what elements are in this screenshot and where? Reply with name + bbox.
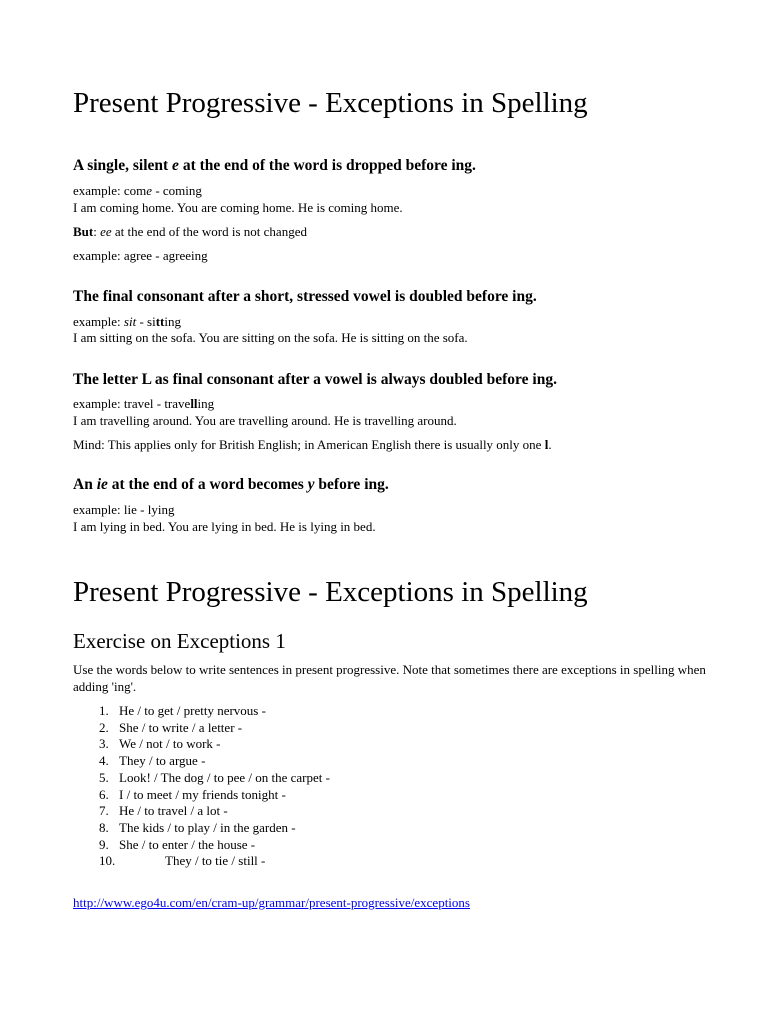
exercise-item <box>73 820 330 837</box>
exercise-item <box>73 803 330 820</box>
rule-1-text: A single, silent <box>73 157 173 174</box>
rule-3-heading: The letter L as final consonant after a vowel is always doubled before ing. <box>73 371 557 388</box>
exercise-item-text: They / to argue - <box>119 753 206 769</box>
rule-1-sentence: I am coming home. You are coming home. He is coming home. <box>73 200 403 215</box>
rule-4-sentence: I am lying in bed. You are lying in bed. He is lying in bed. <box>73 519 376 534</box>
example-text: example: <box>73 314 124 329</box>
exercise-item-number: 7. <box>99 803 109 819</box>
example-text: example: com <box>73 183 147 198</box>
exercise-item-number: 6. <box>99 786 109 802</box>
exercise-item <box>73 753 330 770</box>
rule-1-example <box>73 183 202 200</box>
example-text-end: ing <box>164 314 181 329</box>
exercise-item-text: The kids / to play / in the garden - <box>119 819 296 835</box>
rule-1-but-note <box>73 224 307 241</box>
but-colon: : <box>93 224 101 239</box>
exercise-item-number: 1. <box>99 703 109 718</box>
rule-4-text-mid: at the end of a word becomes <box>107 476 308 493</box>
exercise-item <box>73 703 330 720</box>
example-bold: tt <box>155 314 165 329</box>
exercise-item <box>73 853 330 870</box>
rule-4-heading <box>73 475 389 495</box>
mind-bold: l <box>544 437 549 452</box>
rule-2-heading: The final consonant after a short, stressed vowel is doubled before ing. <box>73 288 537 305</box>
exercise-item-text: They / to tie / still - <box>165 853 266 869</box>
exercise-item-text: She / to enter / the house - <box>119 836 256 852</box>
exercise-item-text: Look! / The dog / to pee / on the carpet - <box>119 769 330 785</box>
exercise-item-text: She / to write / a letter - <box>119 719 243 735</box>
but-text: at the end of the word is not changed <box>111 224 307 239</box>
exercise-heading: Exercise on Exceptions 1 <box>73 629 286 653</box>
source-link[interactable]: http://www.ego4u.com/en/cram-up/grammar/present-progressive/exceptions <box>73 895 470 910</box>
mind-text: Mind: This applies only for British English; in American English there is usually only one <box>73 437 545 452</box>
exercise-item-number: 9. <box>99 836 109 852</box>
rule-1-example-2: example: agree - agreeing <box>73 248 208 263</box>
rule-2-example <box>73 314 181 331</box>
exercise-instructions: Use the words below to write sentences in present progressive. Note that sometimes there are exceptions in spelling when adding 'ing'. <box>73 662 706 694</box>
rule-3-sentence: I am travelling around. You are travelling around. He is travelling around. <box>73 413 457 428</box>
rule-4-text-end: before ing. <box>314 476 389 493</box>
example-emphasis: e <box>146 183 153 198</box>
rule-1-text-end: at the end of the word is dropped before ing. <box>178 157 476 174</box>
exercise-item-text: I / to meet / my friends tonight - <box>119 786 286 802</box>
example-text-end: ing <box>197 396 215 411</box>
exercise-item <box>73 837 330 854</box>
rule-4-example: example: lie - lying <box>73 502 175 517</box>
example-emphasis: sit <box>123 314 137 329</box>
rule-4-text: An <box>73 476 97 493</box>
rule-4-emphasis-1: ie <box>96 476 108 493</box>
rule-1-heading <box>73 156 476 176</box>
example-text: example: travel - trave <box>73 396 191 411</box>
rule-2-sentence: I am sitting on the sofa. You are sitting on the sofa. He is sitting on the sofa. <box>73 330 468 345</box>
exercise-item-number: 10. <box>99 853 116 869</box>
exercise-item-text: He / to get / pretty nervous - <box>119 703 266 718</box>
exercise-item-number: 2. <box>99 719 109 735</box>
rule-3-mind-note <box>73 437 552 454</box>
exercise-item-number: 5. <box>99 769 109 785</box>
page-title: Present Progressive - Exceptions in Spelling <box>73 87 588 119</box>
exercise-item-number: 4. <box>99 753 109 769</box>
exercise-item-text: We / not / to work - <box>119 736 221 752</box>
example-text-mid: - si <box>136 314 156 329</box>
example-text-end: - coming <box>152 183 202 198</box>
exercise-item <box>73 770 330 787</box>
exercise-item <box>73 787 330 804</box>
rule-1-emphasis: e <box>172 157 179 174</box>
rule-3-example <box>73 396 214 413</box>
example-bold: ll <box>190 396 198 411</box>
mind-text-end: . <box>548 437 552 452</box>
exercise-item-number: 3. <box>99 736 109 752</box>
section-title: Present Progressive - Exceptions in Spelling <box>73 576 588 608</box>
exercise-item <box>73 736 330 753</box>
exercise-list <box>73 703 330 870</box>
but-label: But <box>73 224 94 239</box>
exercise-item-text: He / to travel / a lot - <box>119 803 228 819</box>
exercise-item-number: 8. <box>99 819 109 835</box>
rule-4-emphasis-2: y <box>307 476 315 493</box>
exercise-item <box>73 720 330 737</box>
but-emphasis: ee <box>100 224 112 239</box>
